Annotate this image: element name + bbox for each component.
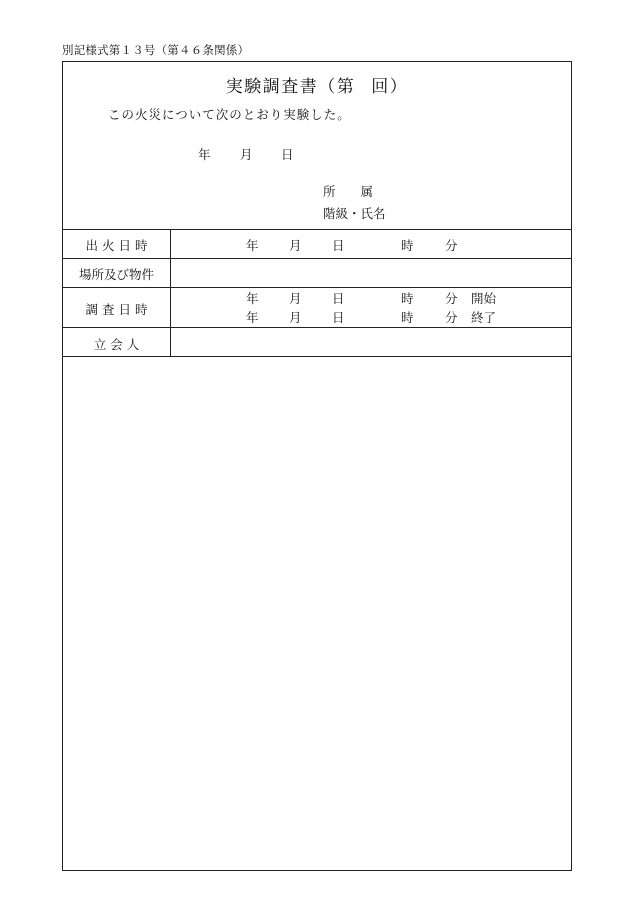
form-number: 別記様式第１３号（第４６条関係） <box>62 43 250 57</box>
fire-month-unit: 月 <box>289 238 302 253</box>
column-divider <box>170 229 171 356</box>
row-label-investigation-datetime: 調 査 日 時 <box>85 302 148 317</box>
start-year-unit: 年 <box>246 291 259 306</box>
end-month-unit: 月 <box>289 310 302 325</box>
row-divider <box>63 327 571 328</box>
title-end: 回） <box>371 77 409 97</box>
end-day-unit: 日 <box>332 310 345 325</box>
row-label-fire-datetime: 出 火 日 時 <box>85 238 148 253</box>
fire-day-unit: 日 <box>332 238 345 253</box>
lead-sentence: この火災について次のとおり実験した。 <box>108 107 351 122</box>
title-main: 実験調査書（第 <box>225 77 356 97</box>
report-date-year: 年 <box>198 147 211 162</box>
end-label: 終了 <box>471 310 497 325</box>
end-minute-unit: 分 <box>445 310 458 325</box>
investigation-report-form <box>62 61 572 871</box>
report-date-day: 日 <box>281 147 294 162</box>
fire-year-unit: 年 <box>246 238 259 253</box>
fire-hour-unit: 時 <box>401 238 414 253</box>
affiliation-label: 所 属 <box>323 184 374 199</box>
start-day-unit: 日 <box>332 291 345 306</box>
fire-minute-unit: 分 <box>445 238 458 253</box>
row-divider <box>63 287 571 288</box>
report-date-month: 月 <box>240 147 253 162</box>
start-month-unit: 月 <box>289 291 302 306</box>
start-minute-unit: 分 <box>445 291 458 306</box>
start-hour-unit: 時 <box>401 291 414 306</box>
end-year-unit: 年 <box>246 310 259 325</box>
report-body-area <box>63 357 571 870</box>
row-label-location-property: 場所及び物件 <box>78 267 154 282</box>
row-label-witness: 立 会 人 <box>93 337 140 352</box>
rank-name-label: 階級・氏名 <box>323 206 386 221</box>
row-divider <box>63 258 571 259</box>
table-top-border <box>63 229 571 230</box>
end-hour-unit: 時 <box>401 310 414 325</box>
document-title <box>63 72 571 97</box>
start-label: 開始 <box>471 291 497 306</box>
